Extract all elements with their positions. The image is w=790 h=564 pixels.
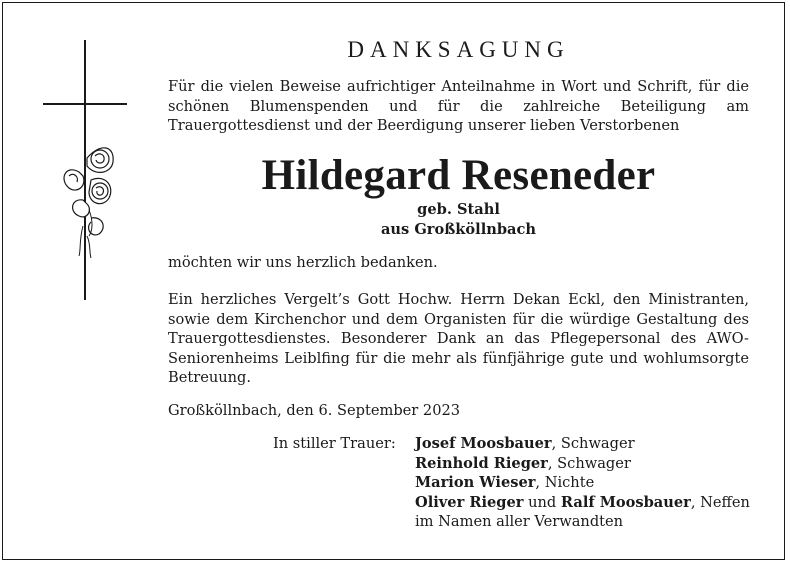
mourner-relation: , Schwager (547, 454, 631, 472)
mourner-relation: , Schwager (551, 435, 635, 452)
intro-text: Für die vielen Beweise aufrichtiger Anteilnahme in Wort und Schrift, für die schönen Blumenspenden und für die zahlreiche Beteiligung am Trauergottesdienst und der Beerdigung unserer lieben Verstorbenen (168, 78, 749, 134)
origin: aus Großköllnbach (380, 221, 537, 238)
mourner-name: Oliver Rieger (415, 493, 524, 511)
thanks-text: möchten wir uns herzlich bedanken. (168, 254, 438, 271)
mourner-relation: , Neffen (690, 493, 750, 511)
mourner-row (415, 512, 775, 532)
obituary-card (2, 2, 785, 560)
deceased-name: Hildegard Reseneder (261, 152, 656, 199)
mourner-name: Marion Wieser (415, 474, 536, 491)
mourner-row (415, 454, 775, 474)
mourner-name: Ralf Moosbauer (560, 493, 691, 511)
mourner-row (415, 434, 775, 454)
mourner-relation: , Nichte (535, 474, 595, 491)
cross-with-roses-icon (43, 40, 127, 300)
mourner-row (415, 493, 775, 513)
mourner-relation: im Namen aller Verwandten (415, 513, 624, 530)
thanks-paragraph: Ein herzliches Vergelt’s Gott Hochw. Herrn Dekan Eckl, den Ministranten, sowie dem Kirchenchor und dem Organisten für die würdige Gestaltung des Trauergottesdienstes. Besonderer Dank an das Pflegepersonal des AWO-Seniorenheims Leiblfing für die mehr als fünfjährige gute und wohlumsorgte Betreuung. (168, 291, 749, 386)
mourner-name: Reinhold Rieger (415, 454, 548, 472)
mourner-name: Josef Moosbauer (415, 435, 552, 452)
place-date: Großköllnbach, den 6. September 2023 (168, 402, 461, 419)
mourners-label: In stiller Trauer: (273, 435, 396, 452)
mourner-row (415, 473, 775, 493)
heading-danksagung: DANKSAGUNG (347, 37, 570, 62)
birth-name: geb. Stahl (417, 201, 500, 218)
mourner-joiner: und (523, 493, 561, 511)
mourners-list (415, 434, 775, 532)
